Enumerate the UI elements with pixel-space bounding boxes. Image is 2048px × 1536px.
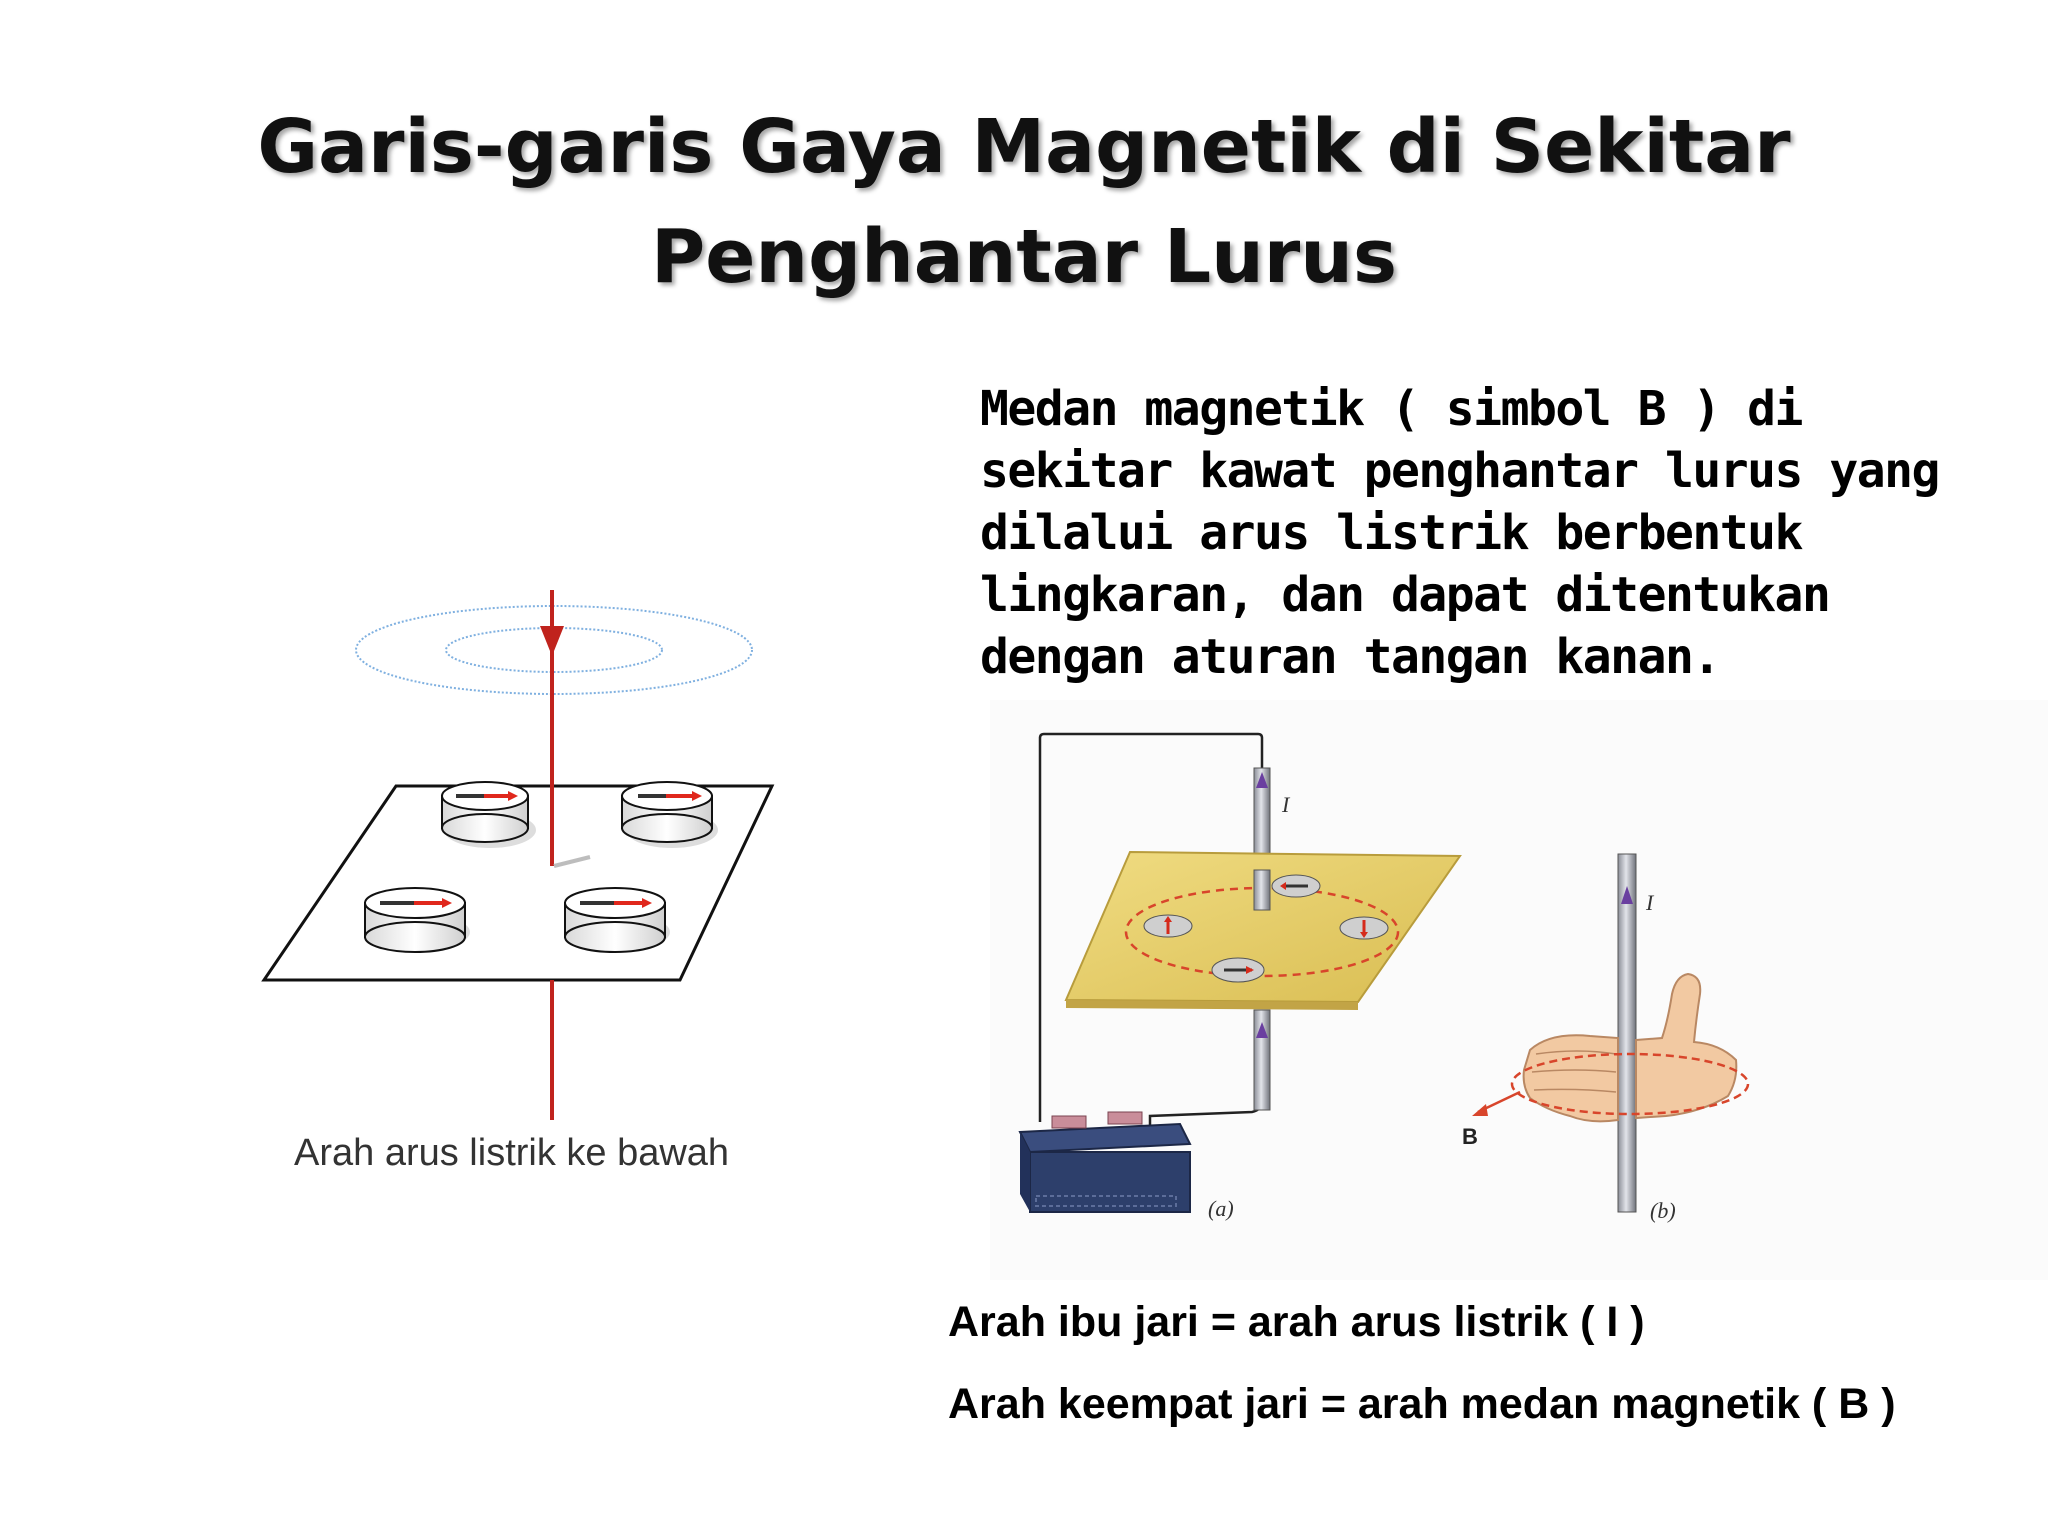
label-b: (b) — [1650, 1198, 1676, 1223]
slide-title — [0, 92, 2048, 312]
right-hand-rule-figure — [990, 720, 1770, 1280]
label-current-a: I — [1282, 792, 1290, 817]
board-compass-left — [1144, 915, 1192, 937]
board-compass-bottom — [1212, 958, 1264, 982]
compass-bottom-left — [365, 888, 470, 952]
label-a: (a) — [1208, 1196, 1234, 1221]
description-line: lingkaran, dan dapat ditentukan — [980, 567, 1830, 623]
field-direction-arrow-icon — [1472, 1104, 1488, 1116]
compass-top-right — [622, 782, 718, 848]
description-line: dengan aturan tangan kanan. — [980, 629, 1720, 685]
slide-title-line-2: Penghantar Lurus — [651, 214, 1397, 300]
current-arrow-icon — [540, 626, 564, 656]
conductor-rod-b — [1618, 854, 1636, 1212]
description-paragraph — [980, 378, 2020, 688]
label-field-b: B — [1462, 1124, 1478, 1149]
label-current-b: I — [1646, 890, 1654, 915]
battery — [1020, 1112, 1190, 1212]
description-line: sekitar kawat penghantar lurus yang — [980, 443, 1939, 499]
left-figure-caption: Arah arus listrik ke bawah — [294, 1132, 730, 1174]
description-line: dilalui arus listrik berbentuk — [980, 505, 1802, 561]
board-compass-right — [1340, 917, 1388, 939]
description-line: Medan magnetik ( simbol B ) di — [980, 381, 1802, 437]
wire-compass-figure — [250, 570, 810, 1130]
thumb-rule-text: Arah ibu jari = arah arus listrik ( I ) — [948, 1298, 1645, 1346]
board-compass-top — [1272, 875, 1320, 897]
compass-top-left — [442, 782, 536, 848]
slide-title-line-1: Garis-garis Gaya Magnetik di Sekitar — [257, 104, 1791, 190]
fingers-rule-text: Arah keempat jari = arah medan magnetik ( B ) — [948, 1380, 1896, 1428]
compass-bottom-right — [565, 888, 670, 952]
